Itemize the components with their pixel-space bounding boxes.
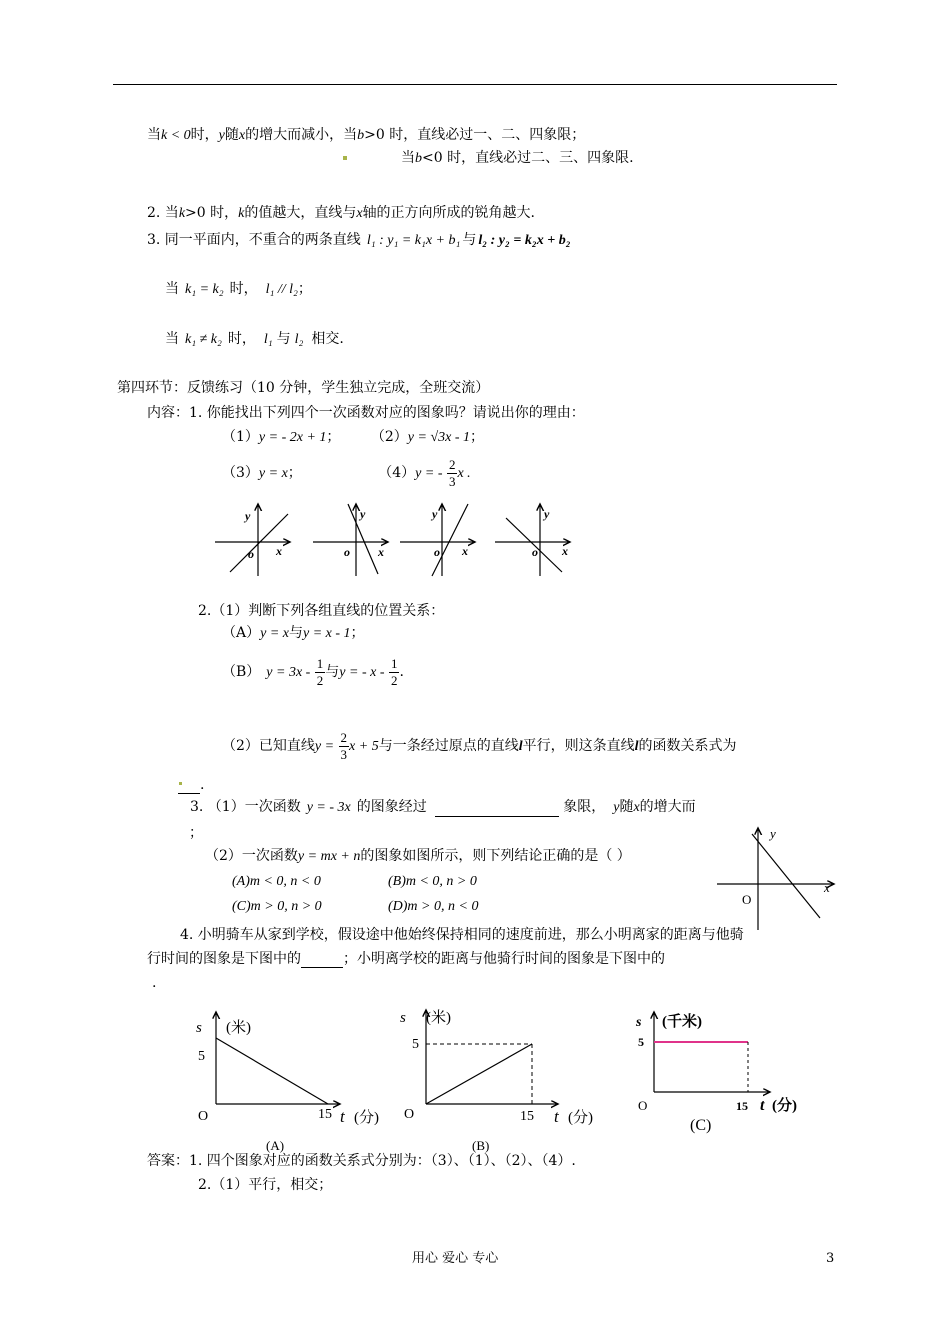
svg-text:y: y <box>245 509 251 523</box>
svg-text:y: y <box>360 507 366 521</box>
q3-1: 3. （1）一次函数 y = - 3x 的图象经过 象限， y随x的增大而 <box>190 799 696 815</box>
svg-text:t: t <box>760 1097 765 1114</box>
svg-text:(分): (分) <box>772 1098 797 1114</box>
svg-text:(分): (分) <box>568 1110 593 1126</box>
option-d[interactable]: (D)m > 0, n < 0 <box>388 899 479 914</box>
svg-text:s: s <box>636 1015 642 1030</box>
svg-text:(C): (C) <box>690 1117 712 1134</box>
option-c[interactable]: (C)m > 0, n > 0 <box>232 899 322 914</box>
svg-text:x: x <box>462 544 468 558</box>
svg-text:t: t <box>340 1107 345 1126</box>
svg-text:5: 5 <box>412 1037 419 1052</box>
footer-slogan: 用心 爱心 专心 <box>412 1251 499 1266</box>
svg-text:x: x <box>276 544 282 558</box>
option-b[interactable]: (B)m < 0, n > 0 <box>388 874 477 889</box>
content-intro: 内容：1. 你能找出下列四个一次函数对应的图象吗？请说出你的理由： <box>147 405 585 421</box>
svg-text:y: y <box>770 826 776 841</box>
marker-dot <box>343 156 347 160</box>
q2-A: （A）y = x与y = x - 1； <box>222 625 365 641</box>
q2-2-blank[interactable]: . <box>178 776 204 794</box>
svg-text:O: O <box>638 1098 648 1113</box>
svg-text:(B): (B) <box>472 1138 490 1153</box>
q2-title: 2.（1）判断下列各组直线的位置关系： <box>198 603 445 619</box>
graph-2 <box>313 504 388 576</box>
text-line-4: 3. 同一平面内，不重合的两条直线 l₁ : y₁ = k₁x + b₁ 与 l₂ : y₂ = k₂x + b₂ <box>147 232 571 248</box>
svg-text:5: 5 <box>638 1035 644 1049</box>
fraction-2-3: $\frac{2}{3}$ <box>448 456 456 489</box>
svg-text:15: 15 <box>318 1107 332 1122</box>
graph-1 <box>215 504 290 576</box>
q2-2: （2）已知直线y = $\frac{2}{3}$ x + 5与一条经过原点的直线l平行，则这条直线l的函数关系式为 <box>222 729 737 762</box>
svg-text:x: x <box>378 545 384 559</box>
svg-text:t: t <box>554 1107 559 1126</box>
section-4-title: 第四环节：反馈练习（10 分钟，学生独立完成，全班交流） <box>117 380 490 396</box>
text-line-5: 当 k₁ = k₂ 时， l₁ // l₂； <box>165 281 312 297</box>
svg-text:(米): (米) <box>226 1020 251 1036</box>
svg-text:(分): (分) <box>354 1110 379 1126</box>
graph-a <box>190 1008 390 1158</box>
q3-blank[interactable] <box>435 802 559 817</box>
svg-text:(A): (A) <box>266 1138 285 1153</box>
q1-row-1: （1）y = - 2x + 1； （2）y = √3x - 1； <box>222 429 485 445</box>
svg-text:15: 15 <box>520 1109 534 1124</box>
svg-text:o: o <box>532 545 538 559</box>
svg-text:O: O <box>198 1109 209 1124</box>
graph-3 <box>400 504 475 576</box>
graph-c <box>630 1006 830 1141</box>
q4-line-1: 4. 小明骑车从家到学校，假设途中他始终保持相同的速度前进，那么小明离家的距离与他骑 <box>180 927 744 943</box>
answer-2: 2.（1）平行，相交； <box>198 1177 333 1193</box>
q1-graphs <box>210 500 590 580</box>
q4-line-3: . <box>152 975 157 991</box>
graph-4 <box>495 504 570 576</box>
graph-b <box>396 1004 616 1154</box>
q3-graph <box>712 822 842 932</box>
option-a[interactable]: (A)m < 0, n < 0 <box>232 874 321 889</box>
svg-text:y: y <box>432 507 438 521</box>
q1-row-2: （3）y = x； （4）y = - $\frac{2}{3}$ x . <box>222 456 471 489</box>
svg-text:x: x <box>824 880 830 895</box>
svg-text:O: O <box>742 892 752 907</box>
q3-semicolon: ； <box>189 825 203 841</box>
q3-2: （2）一次函数y = mx + n的图象如图所示，则下列结论正确的是（ ） <box>205 848 631 864</box>
q4-blank-1[interactable] <box>301 953 343 968</box>
svg-text:(米): (米) <box>426 1010 451 1026</box>
svg-text:o: o <box>248 547 254 561</box>
text-line-2: 当b<0 时，直线必过二、三、四象限. <box>401 150 634 166</box>
svg-text:(千米): (千米) <box>662 1014 702 1030</box>
svg-text:s: s <box>196 1020 202 1036</box>
page-number: 3 <box>826 1251 835 1266</box>
q4-line-2: 行时间的图象是下图中的 ；小明离学校的距离与他骑行时间的图象是下图中的 <box>147 951 665 967</box>
text-line-1: 当k < 0时，y随x的增大而减小，当b>0 时，直线必过一、二、四象限； <box>147 127 586 143</box>
svg-text:15: 15 <box>736 1099 748 1113</box>
marker-dot-2 <box>179 782 182 785</box>
text-line-3: 2. 当k>0 时，k的值越大，直线与x轴的正方向所成的锐角越大. <box>147 205 536 221</box>
svg-text:s: s <box>400 1010 406 1026</box>
header-rule <box>113 84 837 85</box>
svg-text:5: 5 <box>198 1049 205 1064</box>
text-line-6: 当 k₁ ≠ k₂ 时， l₁ 与 l₂ 相交. <box>165 331 344 347</box>
answer-1: 答案：1. 四个图象对应的函数关系式分别为：（3）、（1）、（2）、（4）. <box>147 1153 576 1169</box>
svg-text:o: o <box>344 545 350 559</box>
svg-text:O: O <box>404 1107 415 1122</box>
q2-B: （B） y = 3x - $\frac{1}{2}$ 与y = - x - $\frac{1}{2}$ . <box>222 655 404 688</box>
svg-text:y: y <box>544 507 550 521</box>
svg-text:x: x <box>562 544 568 558</box>
svg-text:o: o <box>434 545 440 559</box>
